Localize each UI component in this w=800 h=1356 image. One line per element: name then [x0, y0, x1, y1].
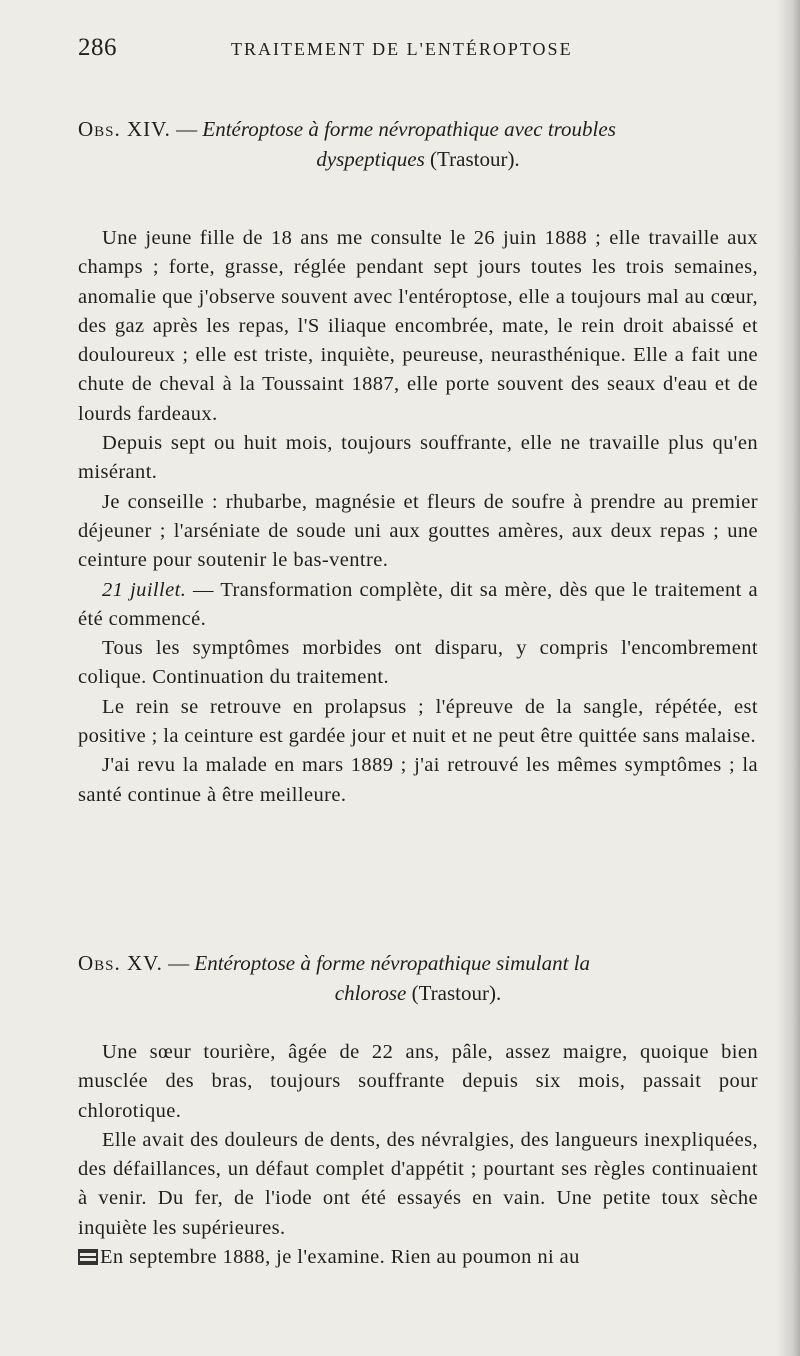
obs15-title-part1: Entéroptose à forme névropathique simulant la	[194, 951, 591, 975]
obs15-heading-line1	[78, 948, 758, 978]
obs14-dash: —	[170, 117, 203, 141]
obs14-paragraph-2: Depuis sept ou huit mois, toujours souffrante, elle ne travaille plus qu'en misérant.	[78, 432, 758, 484]
obs14-heading-line2	[78, 144, 758, 174]
obs15-label: Obs. XV.	[78, 951, 163, 975]
obs14-paragraph-1: Une jeune fille de 18 ans me consulte le 26 juin 1888 ; elle travaille aux champs ; forte, grasse, réglée pendant sept jours toutes les trois semaines, anomalie que j'observe souvent avec l'entéroptose, elle a toujours mal au cœur, des gaz après les repas, l'S iliaque encombrée, mate, le rein droit abaissé et douloureux ; elle est triste, inquiète, peureuse, neurasthénique. Elle a fait une chute de cheval à la Toussaint 1887, elle porte souvent des seaux d'eau et de lourds fardeaux.	[78, 227, 758, 425]
obs15-body	[78, 1038, 758, 1272]
page-header	[78, 34, 740, 66]
obs14-date-text: — Transformation complète, dit sa mère, dès que le traitement a été commencé.	[78, 578, 759, 630]
obs15-title-part2: chlorose	[334, 981, 407, 1005]
obs14-author: (Trastour).	[424, 147, 520, 171]
library-stamp-icon	[78, 1249, 98, 1265]
obs14-title-part1: Entéroptose à forme névropathique avec troubles	[202, 117, 616, 141]
scan-shadow-edge	[776, 0, 800, 1356]
obs15-heading-line2	[78, 978, 758, 1008]
obs14-heading-line1	[78, 114, 758, 144]
running-head: TRAITEMENT DE L'ENTÉROPTOSE	[231, 39, 573, 59]
page-number: 286	[78, 34, 117, 61]
obs14-label: Obs. XIV.	[78, 117, 171, 141]
obs14-paragraph-3: Je conseille : rhubarbe, magnésie et fleurs de soufre à prendre au premier déjeuner ; l'arséniate de soude uni aux gouttes amères, aux deux repas ; une ceinture pour soutenir le bas-ventre.	[78, 490, 758, 572]
obs15-paragraph-2: Elle avait des douleurs de dents, des névralgies, des langueurs inexpliquées, des défaillances, un défaut complet d'appétit ; pourtant ses règles continuaient à venir. Du fer, de l'iode ont été essayés en vain. Une petite toux sèche inquiète les supérieures.	[78, 1128, 758, 1239]
obs14-paragraph-5: Le rein se retrouve en prolapsus ; l'épreuve de la sangle, répétée, est positive ; la ceinture est gardée jour et nuit et ne peut être quittée sans malaise.	[78, 695, 758, 748]
obs14-date: 21 juillet.	[102, 578, 187, 601]
obs14-paragraph-4: Tous les symptômes morbides ont disparu, y compris l'encombrement colique. Continuation du traitement.	[78, 637, 758, 689]
obs14-paragraph-date	[78, 576, 758, 635]
obs15-last-line: En septembre 1888, je l'examine. Rien au poumon ni au	[100, 1246, 580, 1269]
obs15-heading	[78, 948, 758, 1008]
obs14-paragraph-6: J'ai revu la malade en mars 1889 ; j'ai retrouvé les mêmes symptômes ; la santé continue à être meilleure.	[78, 754, 758, 806]
obs14-title-part2: dyspeptiques	[316, 147, 425, 171]
obs14-heading	[78, 114, 758, 174]
obs15-author: (Trastour).	[406, 981, 502, 1005]
obs15-paragraph-1: Une sœur tourière, âgée de 22 ans, pâle, assez maigre, quoique bien musclée des bras, toujours souffrante depuis six mois, passait pour chlorotique.	[78, 1041, 758, 1122]
obs14-body	[78, 224, 758, 810]
obs15-dash: —	[162, 951, 195, 975]
obs15-paragraph-3	[78, 1243, 758, 1272]
